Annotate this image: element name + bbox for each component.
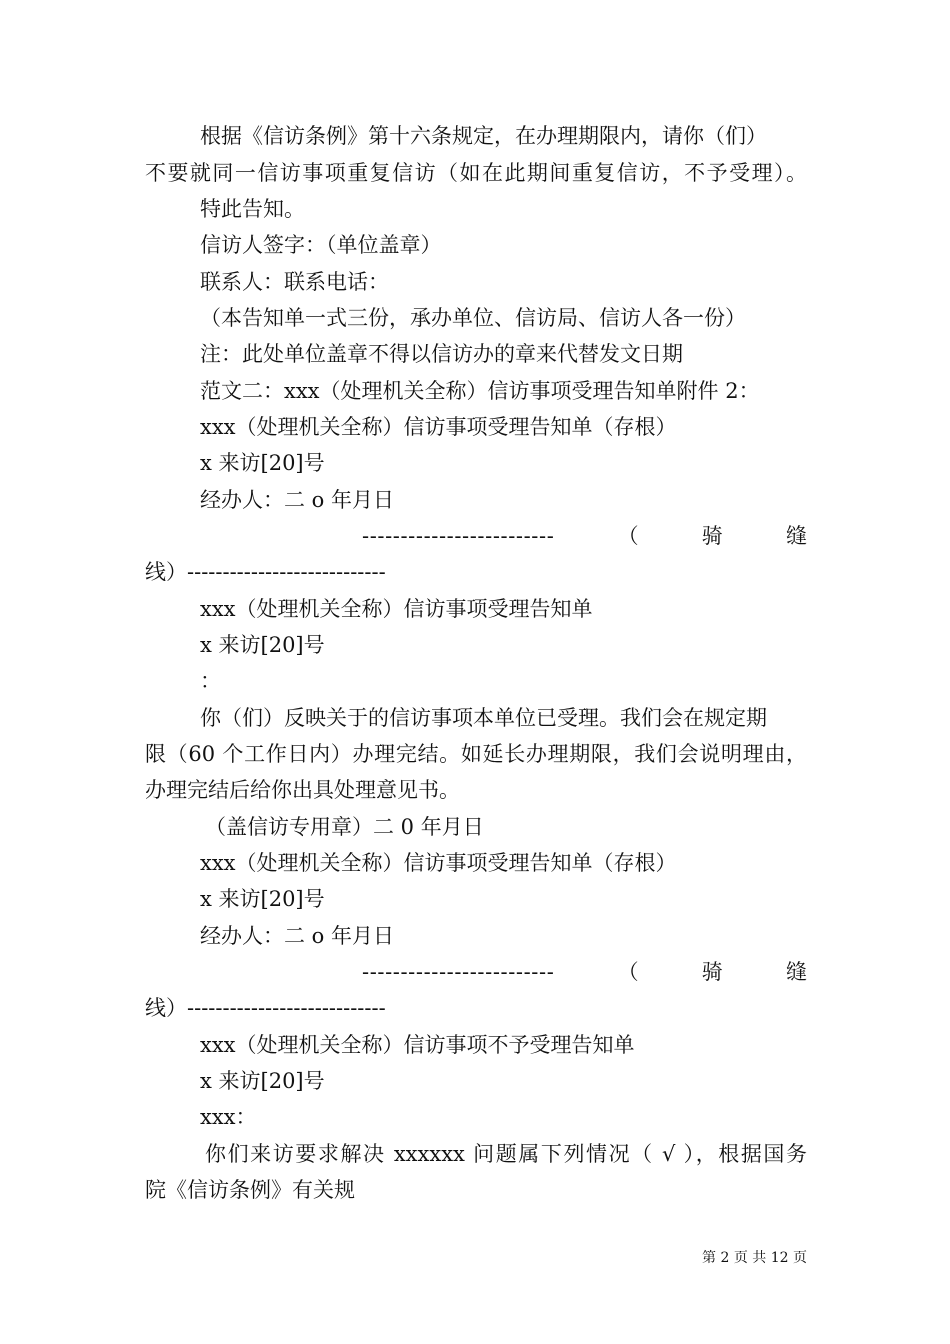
- paragraph-line: 特此告知。: [200, 197, 305, 221]
- addressee-line: xxx：: [200, 1105, 257, 1129]
- seam-char: 缝: [785, 524, 807, 548]
- section-heading: 范文二：xxx（处理机关全称）信访事项受理告知单附件 2：: [200, 379, 760, 403]
- seam-char: （: [617, 960, 639, 984]
- paragraph-line: 限（60 个工作日内）办理完结。如延长办理期限，我们会说明理由，: [145, 742, 807, 766]
- reference-number: x 来访[20]号: [200, 887, 325, 911]
- seam-line: [362, 957, 807, 987]
- seam-char: 缝: [785, 960, 807, 984]
- signature-line: 信访人签字：（单位盖章）: [200, 233, 442, 257]
- form-title-stub: xxx（处理机关全称）信访事项受理告知单（存根）: [200, 851, 677, 875]
- seam-dashes: -------------------------: [362, 524, 555, 548]
- contact-line: 联系人：联系电话：: [200, 270, 389, 294]
- seam-char: 骑: [701, 524, 723, 548]
- copies-note: （本告知单一式三份，承办单位、信访局、信访人各一份）: [200, 306, 746, 330]
- paragraph-line: 根据《信访条例》第十六条规定，在办理期限内，请你（们）: [200, 124, 767, 148]
- form-title: xxx（处理机关全称）信访事项不予受理告知单: [200, 1033, 635, 1057]
- seam-line: [362, 521, 807, 551]
- seam-line-end: 线）----------------------------: [145, 996, 386, 1020]
- form-title: xxx（处理机关全称）信访事项受理告知单: [200, 597, 593, 621]
- handler-date-line: 经办人：二 o 年月日: [200, 488, 394, 512]
- paragraph-line: 办理完结后给你出具处理意见书。: [145, 778, 460, 802]
- seal-note: 注：此处单位盖章不得以信访办的章来代替发文日期: [200, 342, 683, 366]
- addressee-line: ：: [200, 669, 221, 693]
- reference-number: x 来访[20]号: [200, 633, 325, 657]
- paragraph-line: 不要就同一信访事项重复信访（如在此期间重复信访，不予受理）。: [145, 161, 807, 185]
- seam-char: 骑: [701, 960, 723, 984]
- paragraph-line: 你（们）反映关于的信访事项本单位已受理。我们会在规定期: [200, 706, 767, 730]
- seal-date-line: （盖信访专用章）二 0 年月日: [205, 815, 484, 839]
- page-number: 第 2 页 共 12 页: [702, 1250, 807, 1266]
- handler-date-line: 经办人：二 o 年月日: [200, 924, 394, 948]
- paragraph-line: 你们来访要求解决 xxxxxx 问题属下列情况（ √ ），根据国务: [205, 1142, 807, 1166]
- seam-char: （: [617, 524, 639, 548]
- reference-number: x 来访[20]号: [200, 451, 325, 475]
- form-title-stub: xxx（处理机关全称）信访事项受理告知单（存根）: [200, 415, 677, 439]
- reference-number: x 来访[20]号: [200, 1069, 325, 1093]
- paragraph-line: 院《信访条例》有关规: [145, 1178, 355, 1202]
- seam-dashes: -------------------------: [362, 960, 555, 984]
- seam-line-end: 线）----------------------------: [145, 560, 386, 584]
